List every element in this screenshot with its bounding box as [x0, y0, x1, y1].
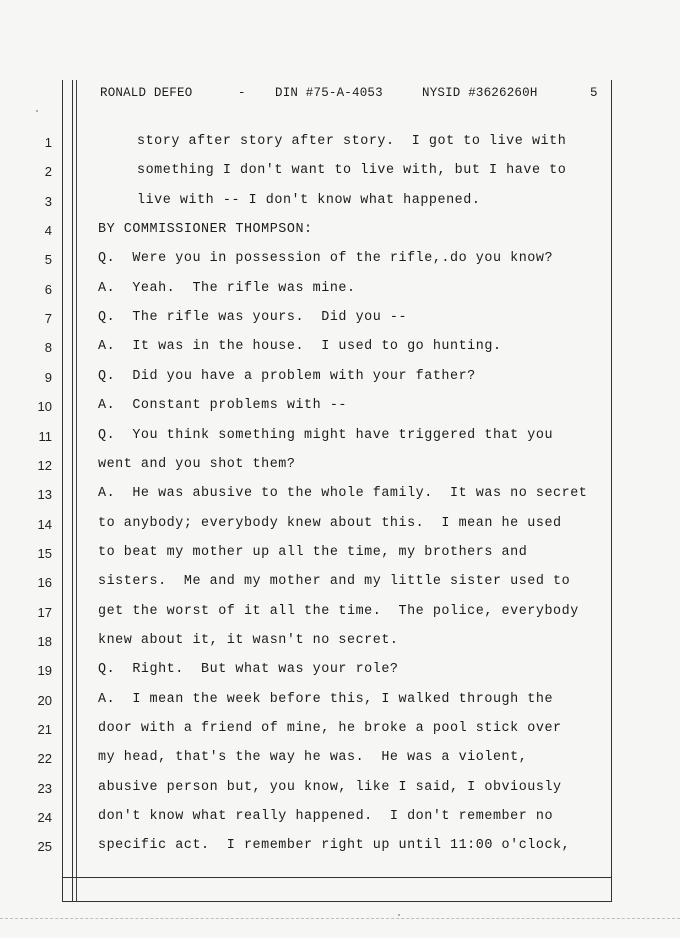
line-number: 7 — [44, 311, 52, 327]
bottom-rule-lower — [62, 901, 612, 902]
line-number: 24 — [37, 810, 52, 826]
transcript-line: A. I mean the week before this, I walked through the — [98, 691, 554, 707]
transcript-line: something I don't want to live with, but I have to — [137, 163, 567, 179]
transcript-line: story after story after story. I got to live with — [137, 134, 567, 149]
transcript-line: specific act. I remember right up until 11:00 o'clock, — [98, 838, 571, 854]
line-number: 8 — [44, 340, 52, 356]
bottom-rule-upper — [62, 877, 612, 878]
transcript-line: A. Constant problems with -- — [98, 398, 347, 414]
line-number: 5 — [44, 252, 52, 268]
transcript-line: Q. Were you in possession of the rifle,.do you know? — [98, 251, 554, 267]
line-number: 9 — [44, 369, 52, 385]
transcript-line: my head, that's the way he was. He was a violent, — [98, 750, 528, 766]
line-number: 22 — [37, 751, 52, 767]
header-separator: - — [238, 86, 246, 100]
transcript-line: Q. The rifle was yours. Did you -- — [98, 310, 408, 326]
right-margin-rule — [611, 80, 612, 902]
line-number: 1 — [44, 135, 52, 150]
transcript-line: don't know what really happened. I don't remember no — [98, 809, 554, 825]
line-number: 10 — [37, 399, 52, 415]
line-number: 11 — [38, 428, 52, 444]
transcript-line: A. Yeah. The rifle was mine. — [98, 280, 356, 296]
left-margin-rule-inner — [72, 80, 73, 902]
line-number: 12 — [37, 457, 52, 473]
header-name: RONALD DEFEO — [100, 86, 193, 100]
left-margin-rule-inner-2 — [76, 80, 77, 902]
page-header — [100, 86, 605, 102]
transcript-line: to anybody; everybody knew about this. I mean he used — [98, 515, 562, 531]
line-number: 19 — [37, 663, 52, 679]
transcript-line: to beat my mother up all the time, my brothers and — [98, 544, 528, 560]
transcript-line: sisters. Me and my mother and my little sister used to — [98, 574, 571, 590]
line-number: 17 — [37, 604, 52, 620]
left-margin-rule-outer — [62, 80, 63, 902]
transcript-line: Q. Did you have a problem with your father? — [98, 368, 476, 384]
line-number: 4 — [44, 223, 52, 239]
transcript-line: BY COMMISSIONER THOMPSON: — [98, 222, 313, 238]
transcript-line: A. It was in the house. I used to go hunting. — [98, 339, 502, 355]
line-number: 25 — [37, 839, 52, 855]
transcript-line: went and you shot them? — [98, 456, 296, 472]
line-number: 21 — [37, 722, 52, 737]
transcript-line: abusive person but, you know, like I said, I obviously — [98, 779, 562, 795]
scan-speck — [36, 110, 38, 112]
line-number: 14 — [37, 516, 52, 532]
transcript-line: Q. Right. But what was your role? — [98, 662, 399, 678]
transcript-line: live with -- I don't know what happened. — [137, 192, 481, 208]
line-number: 16 — [37, 575, 52, 591]
transcript-line: knew about it, it wasn't no secret. — [98, 632, 399, 648]
transcript-line: A. He was abusive to the whole family. It was no secret — [98, 486, 588, 502]
line-number: 20 — [37, 692, 52, 708]
line-number: 6 — [44, 281, 52, 297]
line-number: 15 — [37, 545, 52, 561]
transcript-line: door with a friend of mine, he broke a pool stick over — [98, 721, 562, 736]
line-number: 18 — [37, 633, 52, 649]
line-number: 13 — [37, 487, 52, 503]
transcript-line: Q. You think something might have triggered that you — [98, 427, 554, 443]
header-nysid: NYSID #3626260H — [422, 86, 538, 100]
transcript-line: get the worst of it all the time. The police, everybody — [98, 603, 579, 619]
scan-artifact-line — [0, 918, 680, 920]
line-number: 3 — [44, 193, 52, 209]
page-number: 5 — [590, 86, 598, 100]
scan-speck — [398, 914, 400, 916]
header-din: DIN #75-A-4053 — [275, 86, 383, 100]
line-number: 23 — [37, 780, 52, 796]
line-number: 2 — [44, 164, 52, 180]
